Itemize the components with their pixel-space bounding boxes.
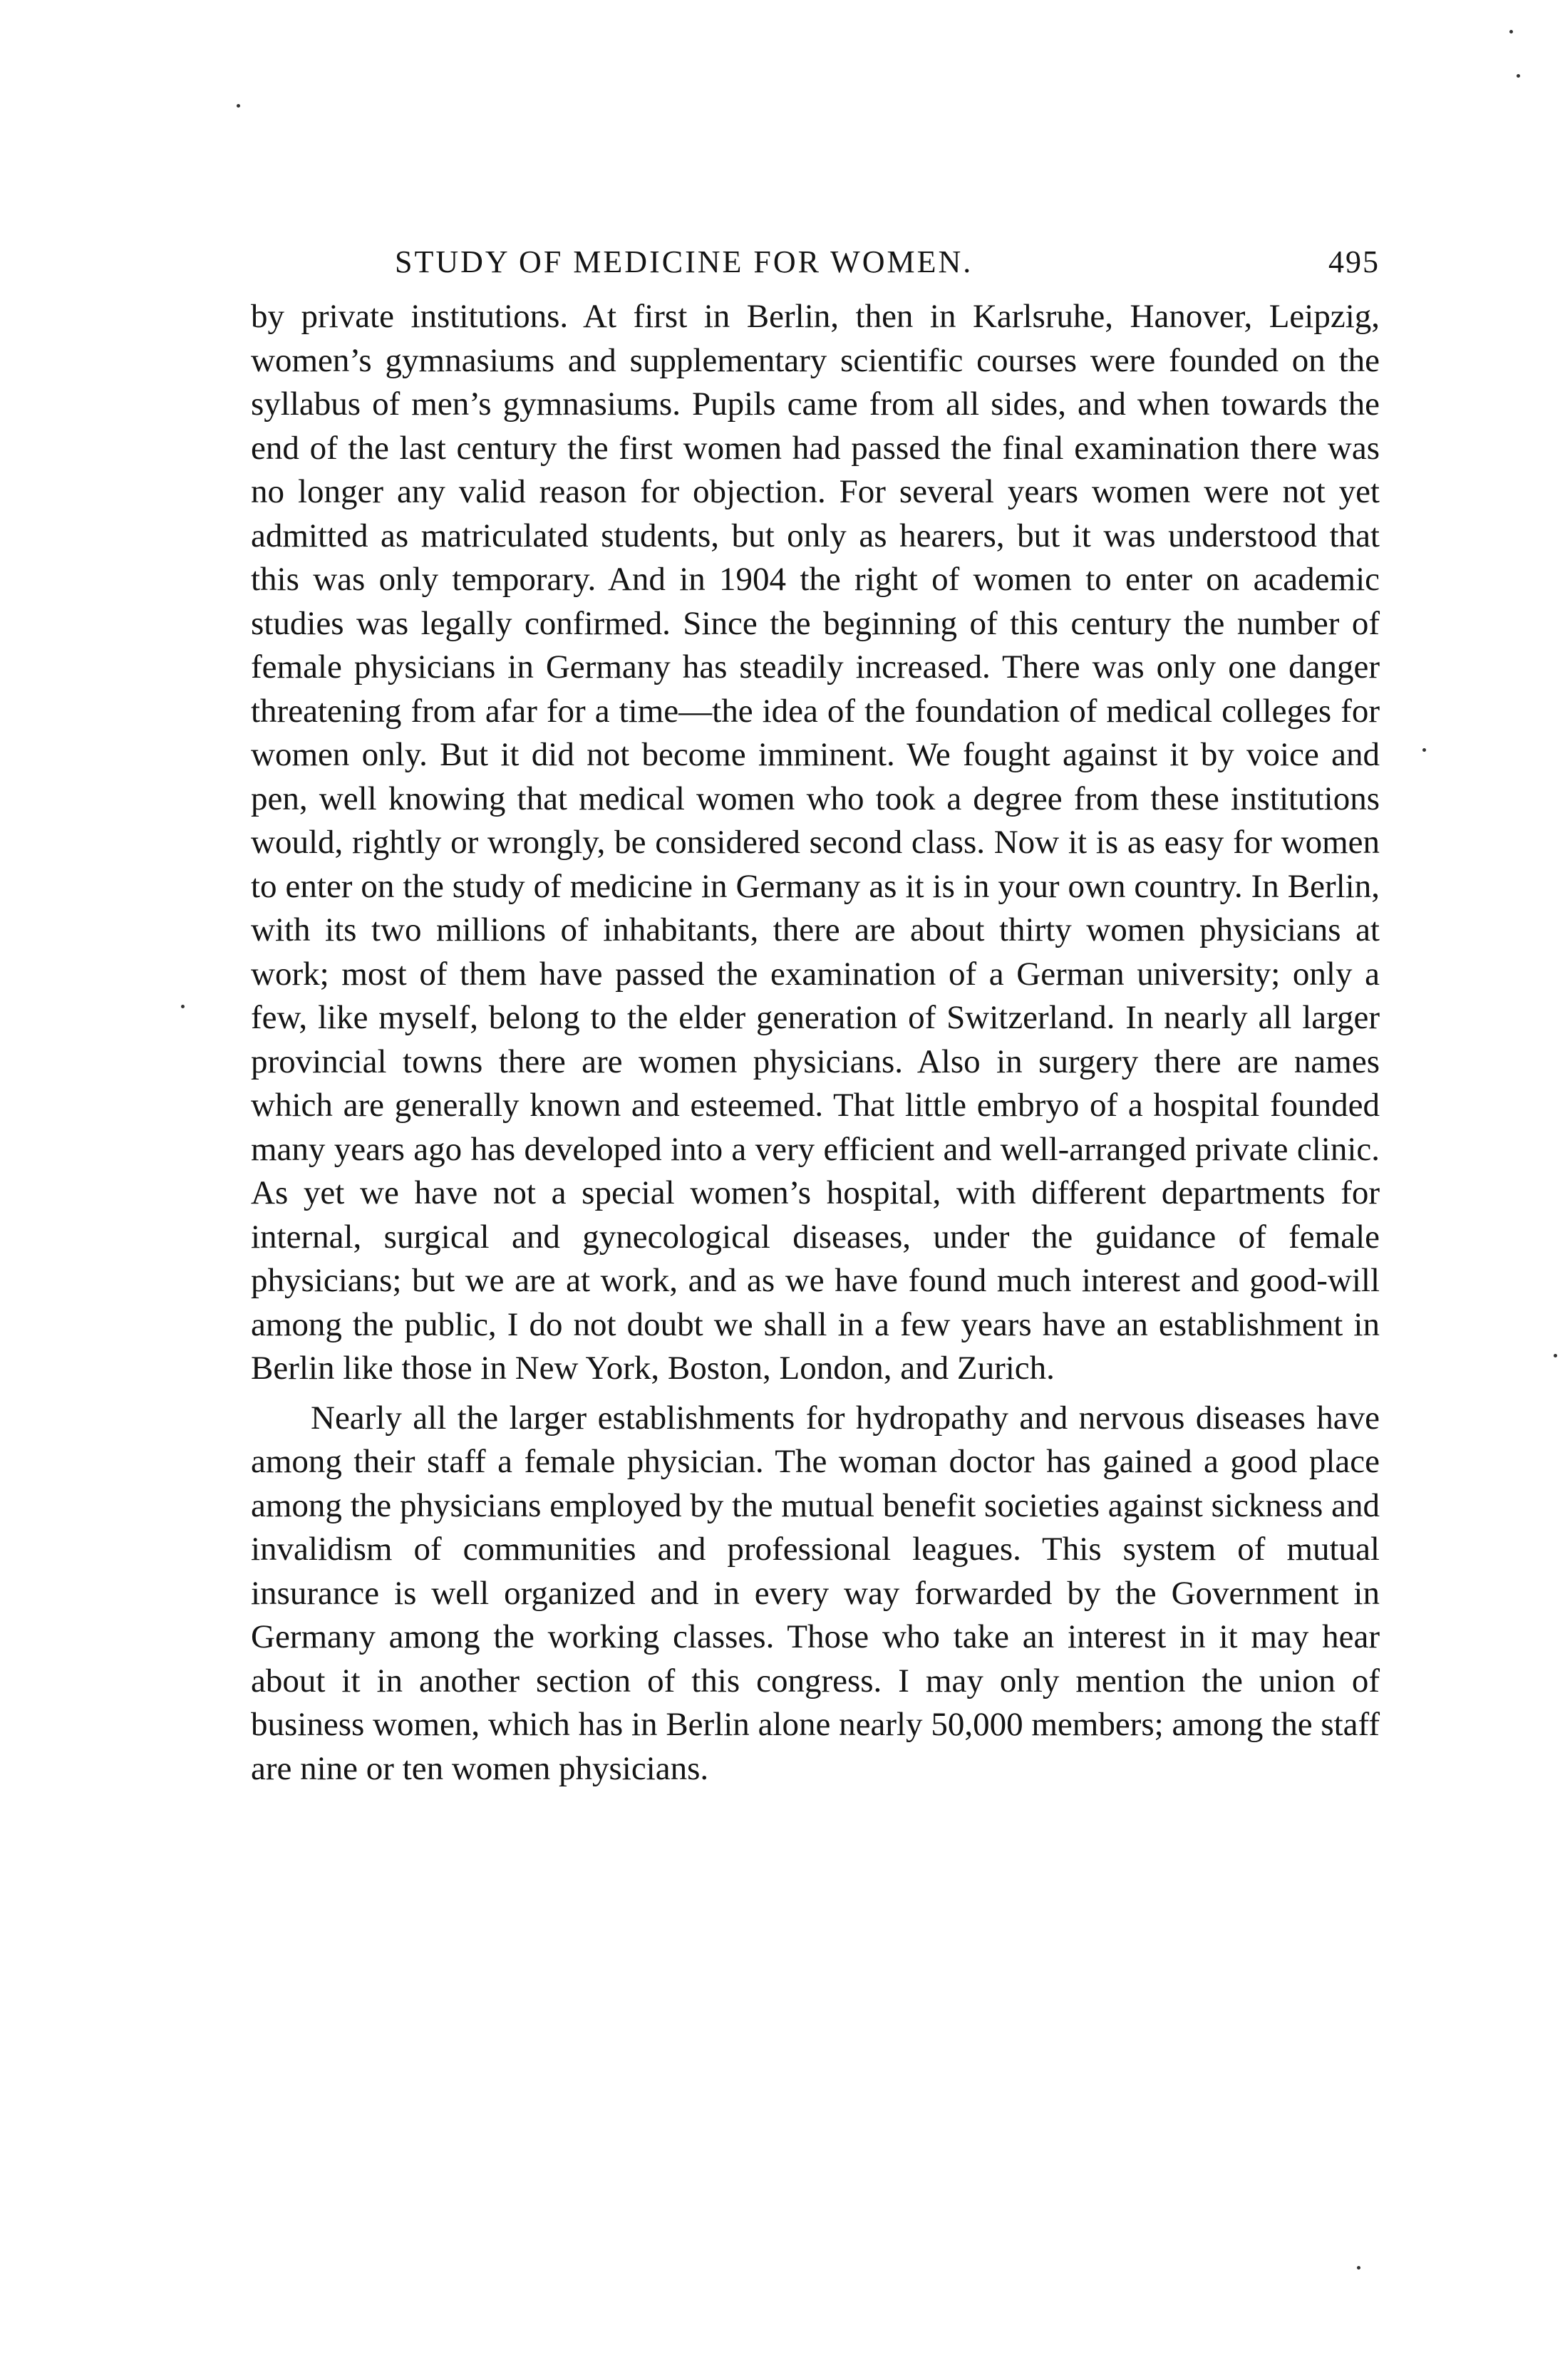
body-text: [251, 295, 1380, 1791]
scan-speck: [1517, 74, 1520, 78]
scan-speck: [1422, 748, 1426, 752]
scan-speck: [1554, 1354, 1557, 1357]
running-head: [251, 237, 1380, 288]
book-page: [251, 237, 1380, 1791]
page-number: 495: [1328, 244, 1380, 279]
running-head-title: STUDY OF MEDICINE FOR WOMEN.: [395, 244, 973, 279]
scan-speck: [1509, 30, 1513, 33]
scan-speck: [237, 104, 240, 108]
scan-speck: [181, 1005, 185, 1008]
scan-speck: [1357, 2266, 1360, 2270]
paragraph-continued: by private institutions. At first in Berlin, then in Karlsruhe, Hanover, Leipzig, women’s gymnasiums and supplementary scientific courses were founded on the syllabus of men’s gymnasiums. Pupils came from all sides, and when towards the end of the last century the first women had passed the final examination there was no longer any valid reason for objection. For several years women were not yet admitted as matriculated students, but only as hearers, but it was understood that this was only temporary. And in 1904 the right of women to enter on academic studies was legally confirmed. Since the beginning of this century the number of female physicians in Germany has steadily increased. There was only one danger threatening from afar for a time—the idea of the foundation of medical colleges for women only. But it did not become imminent. We fought against it by voice and pen, well knowing that medical women who took a degree from these institutions would, rightly or wrongly, be considered second class. Now it is as easy for women to enter on the study of medicine in Germany as it is in your own country. In Berlin, with its two millions of inhabitants, there are about thirty women physicians at work; most of them have passed the examination of a German university; only a few, like myself, belong to the elder generation of Switzerland. In nearly all larger provincial towns there are women physicians. Also in surgery there are names which are generally known and esteemed. That little embryo of a hospital founded many years ago has developed into a very efficient and well-arranged private clinic. As yet we have not a special women’s hospital, with different departments for internal, surgical and gynecological diseases, under the guidance of female physicians; but we are at work, and as we have found much interest and good-will among the public, I do not doubt we shall in a few years have an establishment in Berlin like those in New York, Boston, London, and Zurich.: [251, 298, 1380, 1387]
paragraph: Nearly all the larger establishments for hydropathy and nervous diseases have among their staff a female physician. The woman doctor has gained a good place among the physicians employed by the mutual benefit societies against sickness and invalidism of communities and professional leagues. This system of mutual insurance is well organized and in every way forwarded by the Government in Germany among the working classes. Those who take an interest in it may hear about it in another section of this congress. I may only mention the union of business women, which has in Berlin alone nearly 50,000 members; among the staff are nine or ten women physicians.: [251, 1399, 1380, 1787]
